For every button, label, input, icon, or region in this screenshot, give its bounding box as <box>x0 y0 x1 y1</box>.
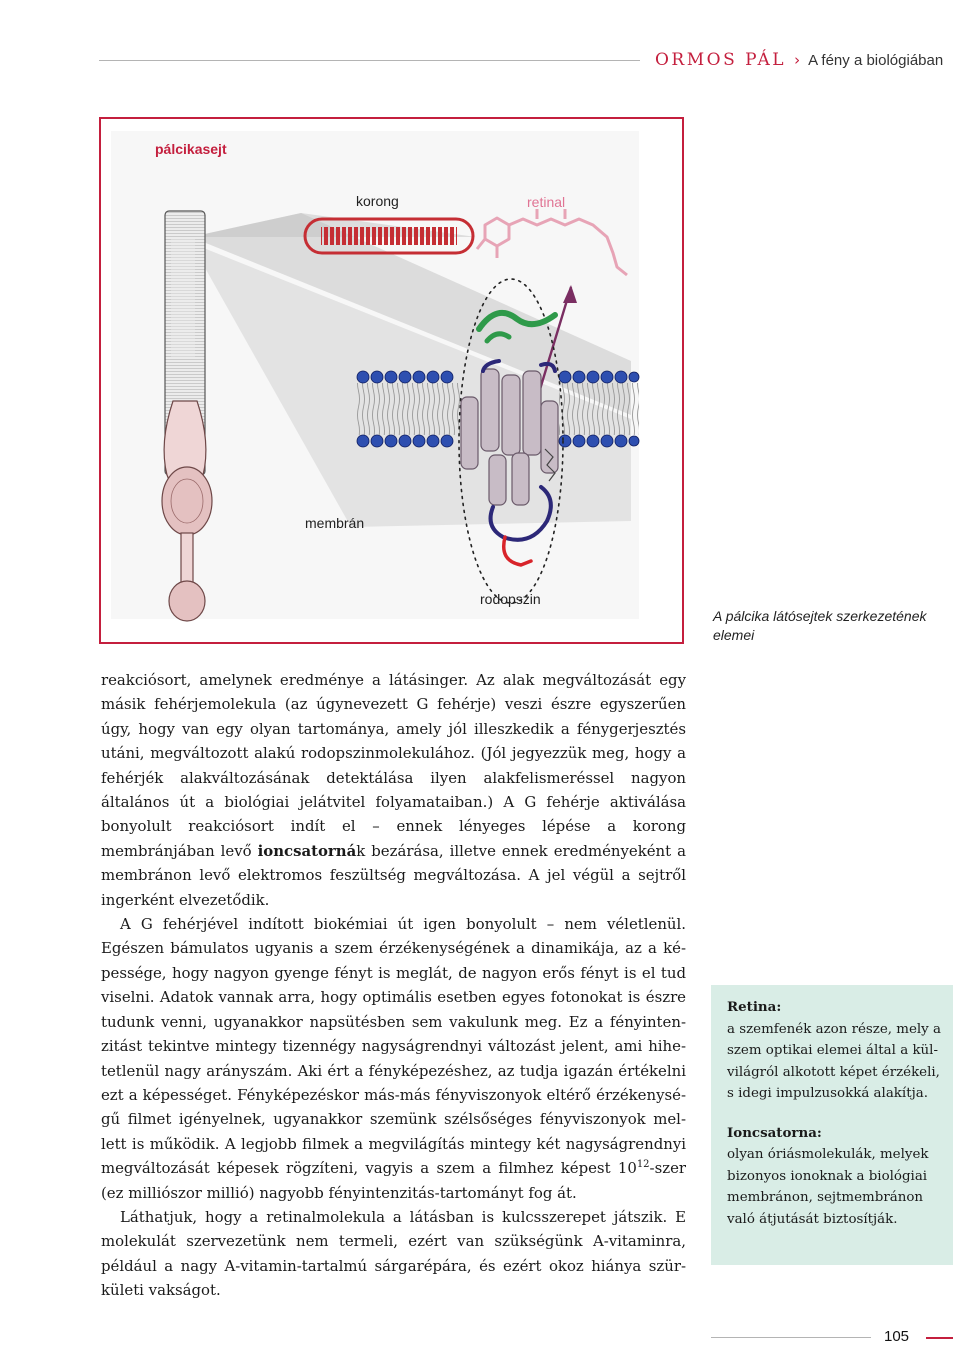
label-rod-cell: pálcikasejt <box>155 141 227 157</box>
rod-cell-figure <box>99 117 684 644</box>
header-author: ORMOS PÁL <box>655 50 787 70</box>
running-header <box>655 48 943 73</box>
glossary-box <box>711 985 953 1265</box>
main-text <box>101 668 686 1303</box>
keyword-ion-channel: ioncsatorná <box>257 841 357 860</box>
glossary-term-retina: Retina: <box>727 999 782 1015</box>
paragraph-2 <box>101 912 686 1205</box>
footer-rule-left <box>711 1337 871 1338</box>
paragraph-2-start: A G fehérjével indított biokémiai út igen bonyolult – nem véletlenül. Egészen bámulatos ugyanis a szem érzékenységének a dinamikája, az a képessége, hogy nagyon gyenge fényt is meglát, de nagyon erős fényt is el tud viselni. Adatok vannak arra, hogy optimális esetben egyes fotonokat is észre tudunk venni, ugyanakkor napsütésben sem vakulunk meg. Ez a fényintenzitást tekintve mintegy tizennégy nagyságrendnyi változást jelent, ami hihetetlenül nagy arányszám. Aki ért a fényképezéshez, az tudja igazán értékelni ezt a képességet. Fényképezéskor más-más fényviszonyok eltérő érzékenységű filmet igényelnek, ugyanakkor szemünk szélsőséges fényviszonyok mellett is működik. A legjobb filmek a megvilágítás mintegy két nagyságrendnyi megváltozását képesek rögzíteni, vagyis a szem a filmhez képest 10 <box>101 915 686 1178</box>
exponent: 12 <box>636 1159 650 1171</box>
label-rhodopsin: rodopszin <box>480 591 541 607</box>
footer-rule-right <box>926 1337 953 1339</box>
glossary-definition-ion-channel: olyan óriásmolekulák, melyek bizonyos ionoknak a biológiai membránon, sejtmembránon való átjutását biztosítják. <box>727 1147 929 1227</box>
paragraph-1-start: reakciósort, amelynek eredménye a látásinger. Az alak megváltozását egy másik fehérjemolekula (az úgynevezett G fehérje) veszi észre egyszerűen úgy, hogy van egy olyan tartománya, amely jól illeszkedik a fénygerjesztés utáni, megváltozott alakú rodopszinmolekulához. (Jól jegyezzük meg, hogy a fehérjék alakváltozásának detektálása ilyen alakfelismeréssel nagyon általános út a biológiai jelátvitel folyamataiban.) A G fehérje aktiválása bonyolult reakciósort indít el – ennek lényeges lépése a korong membránjában levő <box>101 671 686 860</box>
header-separator: › <box>794 51 801 69</box>
label-retinal: retinal <box>527 194 566 210</box>
paragraph-3: Láthatjuk, hogy a retinalmolekula a látásban is kulcsszerepet játszik. E molekulát szervezetünk nem termeli, ezért van szükségünk A-vitaminra, például a nagy A-vitamin-tartalmú sárgarépára, és ezért okoz hiánya szürkületi vakságot. <box>101 1207 686 1300</box>
glossary-term-ion-channel: Ioncsatorna: <box>727 1124 822 1141</box>
header-rule-left <box>99 60 640 61</box>
figure-caption: A pálcika látósejtek szerkezetének elemei <box>713 608 927 643</box>
paragraph-2-end: -szer (ez milliószor millió) nagyobb fényintenzitás-tartományt fog át. <box>101 1159 686 1202</box>
header-subtitle: A fény a biológiában <box>808 52 944 69</box>
glossary-definition-retina: a szemfenék azon része, mely a szem optikai elemei által a külvilágról alkotott képet érzékeli, s idegi impulzusokká alakítja. <box>727 1021 941 1101</box>
page-number: 105 <box>884 1328 910 1345</box>
paragraph-1-end: k bezárása, illetve ennek eredményeként a membránon levő elektromos feszültség megváltozása. A jel végül a sejtről ingerként elvezetődik. <box>101 841 686 909</box>
paragraph-1 <box>101 668 686 912</box>
label-membrane: membrán <box>305 515 365 531</box>
label-disc: korong <box>356 193 399 209</box>
